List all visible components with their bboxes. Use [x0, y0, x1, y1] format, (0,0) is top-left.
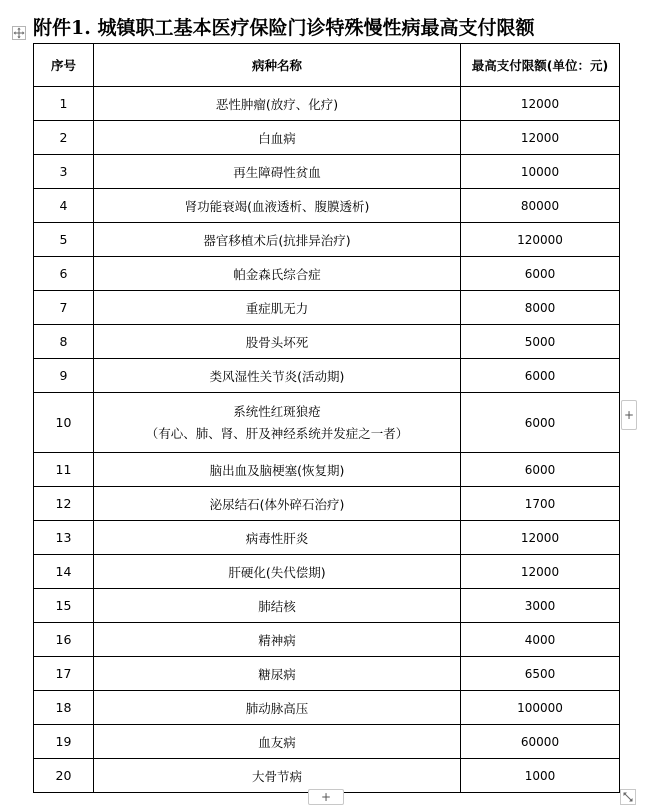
table-row: [34, 291, 620, 325]
row-payment-limit: 8000: [461, 291, 620, 325]
table-row: [34, 521, 620, 555]
table-row: [34, 555, 620, 589]
document-title: 附件1. 城镇职工基本医疗保险门诊特殊慢性病最高支付限额: [33, 17, 535, 39]
disease-name-line-2: （有心、肺、肾、肝及神经系统并发症之一者）: [145, 425, 409, 441]
row-index: 12: [34, 487, 94, 521]
table-row: [34, 155, 620, 189]
row-index: 8: [34, 325, 94, 359]
row-payment-limit: 100000: [461, 691, 620, 725]
row-index: 18: [34, 691, 94, 725]
row-payment-limit: 6000: [461, 453, 620, 487]
row-index: 7: [34, 291, 94, 325]
row-payment-limit: 60000: [461, 725, 620, 759]
row-index: 16: [34, 623, 94, 657]
row-disease-name: 肺动脉高压: [94, 691, 461, 725]
row-payment-limit: 3000: [461, 589, 620, 623]
row-payment-limit: 80000: [461, 189, 620, 223]
row-disease-name: 肾功能衰竭(血液透析、腹膜透析): [94, 189, 461, 223]
row-payment-limit: 6000: [461, 393, 620, 453]
row-index: 2: [34, 121, 94, 155]
table-row: [34, 589, 620, 623]
row-index: 4: [34, 189, 94, 223]
row-disease-name: 重症肌无力: [94, 291, 461, 325]
table-resize-handle[interactable]: [620, 789, 636, 805]
row-index: 19: [34, 725, 94, 759]
table-row: [34, 121, 620, 155]
row-disease-name: 白血病: [94, 121, 461, 155]
table-row: [34, 453, 620, 487]
row-index: 14: [34, 555, 94, 589]
row-payment-limit: 6000: [461, 359, 620, 393]
row-disease-name: 再生障碍性贫血: [94, 155, 461, 189]
row-payment-limit: 12000: [461, 521, 620, 555]
table-row: [34, 759, 620, 793]
row-disease-name: 泌尿结石(体外碎石治疗): [94, 487, 461, 521]
table-row: [34, 487, 620, 521]
row-disease-name: 糖尿病: [94, 657, 461, 691]
row-index: 1: [34, 87, 94, 121]
row-index: 5: [34, 223, 94, 257]
table-row: [34, 691, 620, 725]
row-disease-name: 帕金森氏综合症: [94, 257, 461, 291]
row-disease-name: 大骨节病: [94, 759, 461, 793]
resize-diagonal-icon: [622, 791, 634, 803]
row-index: 20: [34, 759, 94, 793]
table-row: [34, 189, 620, 223]
table-row: [34, 257, 620, 291]
table-row: [34, 623, 620, 657]
add-column-button[interactable]: +: [621, 400, 637, 430]
row-payment-limit: 4000: [461, 623, 620, 657]
row-payment-limit: 12000: [461, 87, 620, 121]
table-row: [34, 223, 620, 257]
row-index: 13: [34, 521, 94, 555]
table-row: [34, 325, 620, 359]
row-disease-name: 类风湿性关节炎(活动期): [94, 359, 461, 393]
row-payment-limit: 1700: [461, 487, 620, 521]
row-index: 3: [34, 155, 94, 189]
row-payment-limit: 12000: [461, 121, 620, 155]
row-disease-name: 血友病: [94, 725, 461, 759]
row-disease-name: 肝硬化(失代偿期): [94, 555, 461, 589]
row-disease-name: 脑出血及脑梗塞(恢复期): [94, 453, 461, 487]
table-row: [34, 725, 620, 759]
row-disease-name: 器官移植术后(抗排异治疗): [94, 223, 461, 257]
row-payment-limit: 1000: [461, 759, 620, 793]
row-index: 11: [34, 453, 94, 487]
row-payment-limit: 120000: [461, 223, 620, 257]
row-index: 15: [34, 589, 94, 623]
table-row: [34, 359, 620, 393]
row-payment-limit: 5000: [461, 325, 620, 359]
header-payment-limit: 最高支付限额(单位：元): [461, 44, 620, 87]
header-index: 序号: [34, 44, 94, 87]
row-payment-limit: 12000: [461, 555, 620, 589]
table-row: [34, 657, 620, 691]
disease-name-line-1: 系统性红斑狼疮: [233, 403, 321, 419]
row-index: 6: [34, 257, 94, 291]
row-payment-limit: 6500: [461, 657, 620, 691]
row-disease-name: 精神病: [94, 623, 461, 657]
row-disease-name: 病毒性肝炎: [94, 521, 461, 555]
row-disease-name: 股骨头坏死: [94, 325, 461, 359]
row-disease-name: 肺结核: [94, 589, 461, 623]
move-arrows-icon: [13, 27, 25, 39]
payment-limit-table: [33, 43, 620, 793]
row-payment-limit: 6000: [461, 257, 620, 291]
add-row-button[interactable]: +: [308, 789, 344, 805]
row-index: 10: [34, 393, 94, 453]
row-index: 9: [34, 359, 94, 393]
header-disease-name: 病种名称: [94, 44, 461, 87]
table-move-handle[interactable]: [12, 26, 26, 40]
table-header-row: [34, 44, 620, 87]
row-disease-name: 恶性肿瘤(放疗、化疗): [94, 87, 461, 121]
table-row: [34, 393, 620, 453]
row-disease-name: [94, 393, 461, 453]
row-index: 17: [34, 657, 94, 691]
row-payment-limit: 10000: [461, 155, 620, 189]
table-row: [34, 87, 620, 121]
